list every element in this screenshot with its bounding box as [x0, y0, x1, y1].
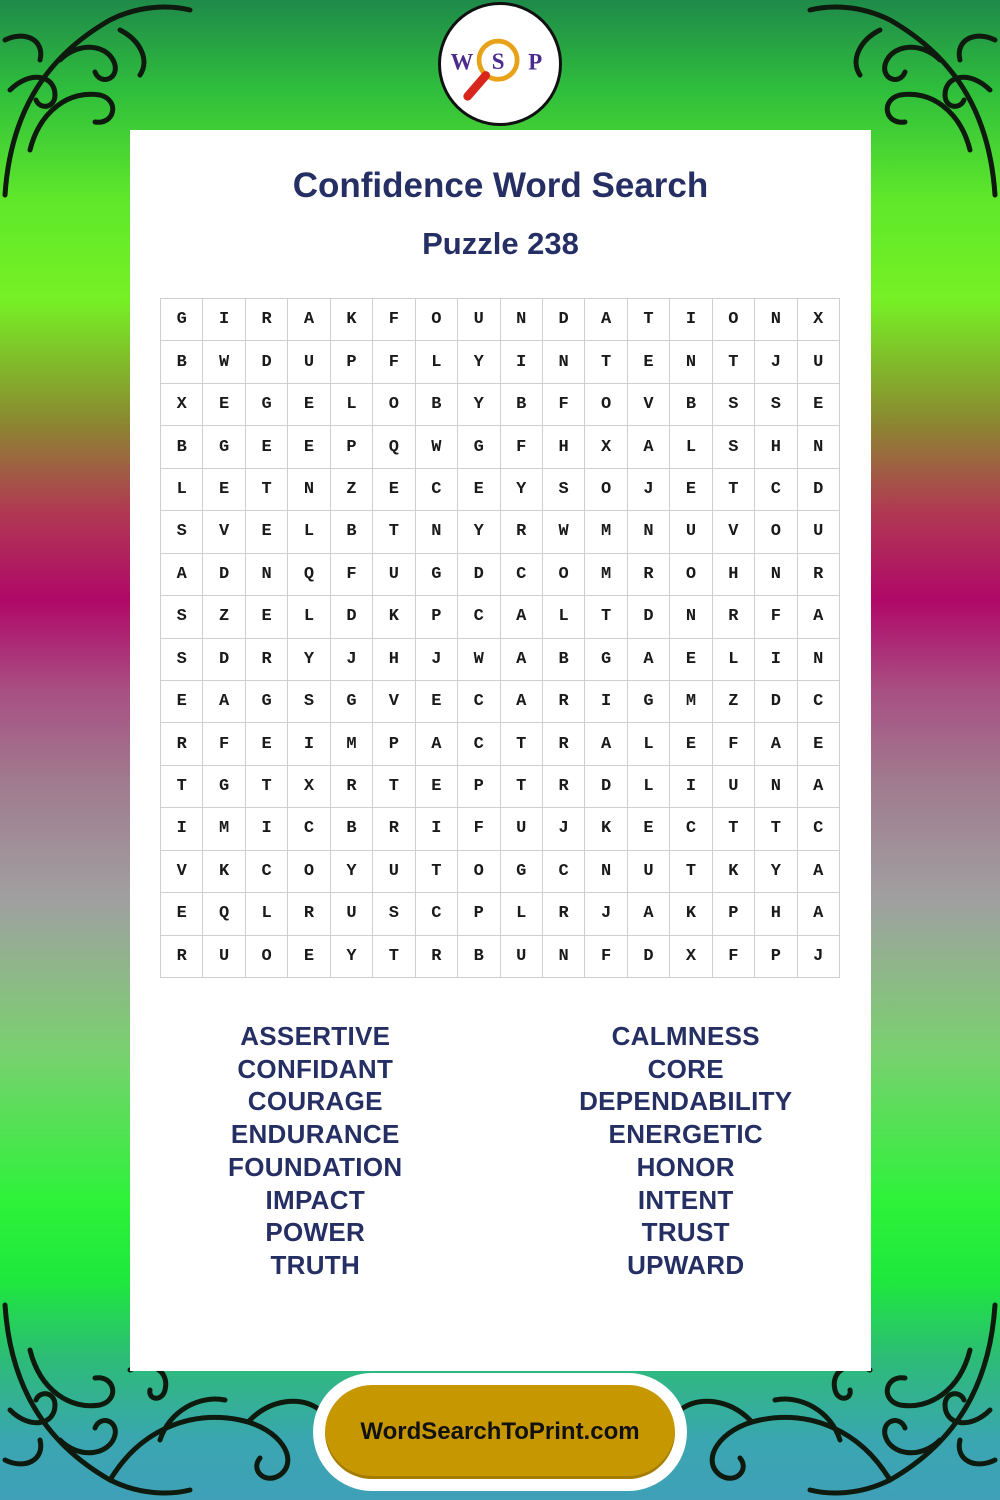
- grid-cell[interactable]: D: [543, 299, 585, 341]
- grid-cell[interactable]: O: [585, 469, 627, 511]
- grid-cell[interactable]: P: [755, 936, 797, 978]
- grid-cell[interactable]: H: [755, 426, 797, 468]
- grid-cell[interactable]: E: [161, 681, 203, 723]
- grid-cell[interactable]: P: [331, 426, 373, 468]
- grid-cell[interactable]: R: [161, 936, 203, 978]
- word-list-item: CALMNESS: [611, 1021, 760, 1051]
- grid-cell[interactable]: R: [416, 936, 458, 978]
- grid-cell[interactable]: O: [416, 299, 458, 341]
- grid-cell[interactable]: I: [755, 639, 797, 681]
- grid-cell[interactable]: Y: [458, 341, 500, 383]
- grid-cell[interactable]: G: [458, 426, 500, 468]
- grid-cell[interactable]: N: [628, 511, 670, 553]
- grid-cell[interactable]: U: [458, 299, 500, 341]
- grid-cell[interactable]: E: [628, 341, 670, 383]
- grid-cell[interactable]: B: [670, 384, 712, 426]
- grid-cell[interactable]: A: [288, 299, 330, 341]
- grid-cell[interactable]: S: [713, 426, 755, 468]
- grid-cell[interactable]: G: [585, 639, 627, 681]
- grid-cell[interactable]: B: [331, 511, 373, 553]
- grid-cell[interactable]: C: [670, 808, 712, 850]
- word-list-item: CONFIDANT: [237, 1053, 394, 1084]
- grid-cell[interactable]: M: [203, 808, 245, 850]
- grid-cell[interactable]: B: [458, 936, 500, 978]
- grid-cell[interactable]: T: [713, 469, 755, 511]
- grid-cell[interactable]: E: [373, 469, 415, 511]
- grid-cell[interactable]: T: [585, 596, 627, 638]
- grid-cell[interactable]: A: [501, 596, 543, 638]
- grid-cell[interactable]: L: [246, 893, 288, 935]
- grid-cell[interactable]: Y: [501, 469, 543, 511]
- grid-cell[interactable]: F: [203, 723, 245, 765]
- grid-cell[interactable]: D: [585, 766, 627, 808]
- grid-cell[interactable]: L: [501, 893, 543, 935]
- grid-cell[interactable]: T: [373, 936, 415, 978]
- grid-cell[interactable]: T: [670, 851, 712, 893]
- grid-cell[interactable]: C: [288, 808, 330, 850]
- grid-cell[interactable]: R: [543, 681, 585, 723]
- grid-cell[interactable]: L: [543, 596, 585, 638]
- grid-cell[interactable]: F: [713, 936, 755, 978]
- grid-cell[interactable]: T: [246, 766, 288, 808]
- grid-cell[interactable]: F: [755, 596, 797, 638]
- puzzle-number: Puzzle 238: [422, 226, 579, 261]
- grid-cell[interactable]: T: [373, 511, 415, 553]
- grid-cell[interactable]: F: [501, 426, 543, 468]
- grid-cell[interactable]: V: [373, 681, 415, 723]
- grid-cell[interactable]: F: [458, 808, 500, 850]
- grid-cell[interactable]: A: [501, 639, 543, 681]
- grid-cell[interactable]: E: [246, 426, 288, 468]
- grid-cell[interactable]: E: [798, 723, 840, 765]
- grid-cell[interactable]: R: [543, 893, 585, 935]
- grid-cell[interactable]: Q: [288, 554, 330, 596]
- grid-cell[interactable]: O: [755, 511, 797, 553]
- grid-cell[interactable]: L: [713, 639, 755, 681]
- grid-cell[interactable]: S: [373, 893, 415, 935]
- grid-cell[interactable]: J: [416, 639, 458, 681]
- grid-cell[interactable]: P: [416, 596, 458, 638]
- grid-cell[interactable]: A: [416, 723, 458, 765]
- grid-cell[interactable]: L: [628, 723, 670, 765]
- grid-cell[interactable]: I: [670, 299, 712, 341]
- grid-cell[interactable]: Y: [331, 851, 373, 893]
- grid-cell[interactable]: X: [288, 766, 330, 808]
- grid-cell[interactable]: N: [798, 426, 840, 468]
- grid-cell[interactable]: N: [501, 299, 543, 341]
- grid-cell[interactable]: Y: [755, 851, 797, 893]
- word-list-item: TRUTH: [270, 1249, 361, 1280]
- grid-cell[interactable]: G: [416, 554, 458, 596]
- word-list-left-column: [130, 1020, 501, 1282]
- grid-cell[interactable]: H: [543, 426, 585, 468]
- grid-cell[interactable]: F: [373, 299, 415, 341]
- footer-pill: [313, 1373, 687, 1491]
- grid-cell[interactable]: E: [670, 639, 712, 681]
- grid-cell[interactable]: O: [288, 851, 330, 893]
- grid-cell[interactable]: E: [246, 596, 288, 638]
- grid-cell[interactable]: L: [628, 766, 670, 808]
- puzzle-card: [130, 130, 871, 1371]
- grid-cell[interactable]: I: [416, 808, 458, 850]
- grid-cell[interactable]: G: [246, 384, 288, 426]
- grid-cell[interactable]: C: [416, 893, 458, 935]
- grid-cell[interactable]: U: [628, 851, 670, 893]
- grid-cell[interactable]: S: [161, 511, 203, 553]
- grid-cell[interactable]: E: [246, 723, 288, 765]
- grid-cell[interactable]: C: [416, 469, 458, 511]
- grid-cell[interactable]: V: [203, 511, 245, 553]
- grid-cell[interactable]: R: [331, 766, 373, 808]
- grid-cell[interactable]: E: [203, 469, 245, 511]
- grid-cell[interactable]: R: [373, 808, 415, 850]
- grid-cell[interactable]: R: [628, 554, 670, 596]
- grid-cell[interactable]: K: [373, 596, 415, 638]
- grid-cell[interactable]: I: [670, 766, 712, 808]
- grid-cell[interactable]: N: [755, 766, 797, 808]
- grid-cell[interactable]: S: [161, 596, 203, 638]
- grid-cell[interactable]: D: [628, 596, 670, 638]
- grid-cell[interactable]: E: [288, 384, 330, 426]
- grid-cell[interactable]: T: [713, 341, 755, 383]
- grid-cell[interactable]: X: [161, 384, 203, 426]
- grid-cell[interactable]: T: [755, 808, 797, 850]
- website-link-button[interactable]: WordSearchToPrint.com: [325, 1385, 675, 1479]
- grid-cell[interactable]: K: [713, 851, 755, 893]
- grid-cell[interactable]: E: [670, 723, 712, 765]
- grid-cell[interactable]: P: [373, 723, 415, 765]
- grid-cell[interactable]: B: [543, 639, 585, 681]
- grid-cell[interactable]: V: [628, 384, 670, 426]
- grid-cell[interactable]: M: [585, 511, 627, 553]
- word-list-item: COURAGE: [247, 1086, 383, 1117]
- grid-cell[interactable]: E: [203, 384, 245, 426]
- grid-cell[interactable]: N: [798, 639, 840, 681]
- grid-cell[interactable]: U: [798, 511, 840, 553]
- grid-cell[interactable]: C: [755, 469, 797, 511]
- grid-cell[interactable]: E: [458, 469, 500, 511]
- grid-cell[interactable]: N: [585, 851, 627, 893]
- grid-cell[interactable]: Q: [203, 893, 245, 935]
- grid-cell[interactable]: C: [543, 851, 585, 893]
- grid-cell[interactable]: T: [501, 723, 543, 765]
- grid-cell[interactable]: P: [713, 893, 755, 935]
- grid-cell[interactable]: D: [798, 469, 840, 511]
- grid-cell[interactable]: S: [755, 384, 797, 426]
- grid-cell[interactable]: H: [755, 893, 797, 935]
- grid-cell[interactable]: S: [288, 681, 330, 723]
- grid-cell[interactable]: O: [670, 554, 712, 596]
- grid-cell[interactable]: J: [755, 341, 797, 383]
- grid-cell[interactable]: A: [203, 681, 245, 723]
- grid-cell[interactable]: C: [458, 723, 500, 765]
- grid-cell[interactable]: T: [373, 766, 415, 808]
- grid-cell[interactable]: X: [670, 936, 712, 978]
- word-list-item: ENERGETIC: [608, 1119, 763, 1150]
- grid-cell[interactable]: A: [501, 681, 543, 723]
- grid-cell[interactable]: H: [373, 639, 415, 681]
- grid-cell[interactable]: N: [543, 936, 585, 978]
- grid-cell[interactable]: N: [416, 511, 458, 553]
- grid-cell[interactable]: R: [246, 639, 288, 681]
- grid-cell[interactable]: A: [585, 723, 627, 765]
- grid-cell[interactable]: E: [246, 511, 288, 553]
- grid-cell[interactable]: Y: [331, 936, 373, 978]
- grid-cell[interactable]: B: [416, 384, 458, 426]
- grid-cell[interactable]: W: [416, 426, 458, 468]
- grid-cell[interactable]: S: [543, 469, 585, 511]
- grid-cell[interactable]: I: [288, 723, 330, 765]
- grid-cell[interactable]: F: [331, 554, 373, 596]
- grid-cell[interactable]: J: [331, 639, 373, 681]
- wsp-logo[interactable]: [438, 2, 562, 126]
- grid-cell[interactable]: C: [458, 681, 500, 723]
- grid-cell[interactable]: B: [501, 384, 543, 426]
- grid-cell[interactable]: Z: [203, 596, 245, 638]
- grid-cell[interactable]: J: [585, 893, 627, 935]
- grid-cell[interactable]: P: [458, 766, 500, 808]
- logo-letter-s: S: [491, 48, 505, 74]
- grid-cell[interactable]: S: [161, 639, 203, 681]
- grid-cell[interactable]: E: [288, 426, 330, 468]
- grid-cell[interactable]: Z: [331, 469, 373, 511]
- grid-cell[interactable]: P: [331, 341, 373, 383]
- grid-cell[interactable]: T: [713, 808, 755, 850]
- word-list-right-column: [501, 1020, 872, 1282]
- grid-cell[interactable]: F: [373, 341, 415, 383]
- grid-cell[interactable]: A: [798, 766, 840, 808]
- grid-cell[interactable]: B: [331, 808, 373, 850]
- word-list-item: DEPENDABILITY: [579, 1086, 793, 1117]
- grid-cell[interactable]: D: [203, 554, 245, 596]
- grid-cell[interactable]: A: [755, 723, 797, 765]
- grid-cell[interactable]: U: [670, 511, 712, 553]
- grid-cell[interactable]: A: [585, 299, 627, 341]
- grid-cell[interactable]: L: [288, 596, 330, 638]
- grid-cell[interactable]: F: [543, 384, 585, 426]
- grid-cell[interactable]: G: [628, 681, 670, 723]
- grid-cell[interactable]: B: [161, 341, 203, 383]
- word-list-item: POWER: [265, 1217, 366, 1248]
- grid-cell[interactable]: I: [585, 681, 627, 723]
- grid-cell[interactable]: M: [585, 554, 627, 596]
- grid-cell[interactable]: L: [416, 341, 458, 383]
- grid-cell[interactable]: T: [501, 766, 543, 808]
- grid-cell[interactable]: L: [288, 511, 330, 553]
- grid-cell[interactable]: A: [798, 851, 840, 893]
- grid-cell[interactable]: B: [161, 426, 203, 468]
- grid-cell[interactable]: W: [543, 511, 585, 553]
- grid-cell[interactable]: N: [246, 554, 288, 596]
- grid-cell[interactable]: C: [798, 808, 840, 850]
- grid-cell[interactable]: R: [161, 723, 203, 765]
- grid-cell[interactable]: N: [670, 596, 712, 638]
- grid-cell[interactable]: G: [246, 681, 288, 723]
- grid-cell[interactable]: O: [713, 299, 755, 341]
- grid-cell[interactable]: U: [331, 893, 373, 935]
- grid-cell[interactable]: C: [501, 554, 543, 596]
- grid-cell[interactable]: U: [203, 936, 245, 978]
- word-list-item: FOUNDATION: [228, 1151, 403, 1182]
- grid-cell[interactable]: G: [203, 766, 245, 808]
- grid-cell[interactable]: W: [458, 639, 500, 681]
- word-list-item: IMPACT: [265, 1184, 366, 1215]
- grid-cell[interactable]: X: [798, 299, 840, 341]
- grid-cell[interactable]: A: [798, 596, 840, 638]
- grid-cell[interactable]: E: [628, 808, 670, 850]
- grid-cell[interactable]: P: [458, 893, 500, 935]
- grid-cell[interactable]: S: [713, 384, 755, 426]
- grid-cell[interactable]: T: [161, 766, 203, 808]
- grid-cell[interactable]: K: [331, 299, 373, 341]
- logo-letter-p: P: [528, 49, 543, 75]
- grid-cell[interactable]: K: [203, 851, 245, 893]
- grid-cell[interactable]: L: [331, 384, 373, 426]
- letter-grid: [160, 298, 840, 978]
- grid-cell[interactable]: G: [331, 681, 373, 723]
- grid-cell[interactable]: N: [543, 341, 585, 383]
- grid-cell[interactable]: Z: [713, 681, 755, 723]
- grid-cell[interactable]: E: [416, 766, 458, 808]
- grid-cell[interactable]: Y: [458, 511, 500, 553]
- grid-cell[interactable]: N: [670, 341, 712, 383]
- grid-cell[interactable]: T: [246, 469, 288, 511]
- grid-cell[interactable]: I: [501, 341, 543, 383]
- grid-cell[interactable]: F: [713, 723, 755, 765]
- grid-cell[interactable]: O: [246, 936, 288, 978]
- grid-cell[interactable]: R: [288, 893, 330, 935]
- grid-cell[interactable]: D: [628, 936, 670, 978]
- grid-cell[interactable]: F: [585, 936, 627, 978]
- grid-cell[interactable]: U: [798, 341, 840, 383]
- grid-cell[interactable]: A: [798, 893, 840, 935]
- word-list-item: ENDURANCE: [230, 1119, 400, 1150]
- grid-cell[interactable]: I: [203, 299, 245, 341]
- grid-cell[interactable]: E: [670, 469, 712, 511]
- grid-cell[interactable]: K: [585, 808, 627, 850]
- word-list-item: UPWARD: [627, 1249, 745, 1280]
- grid-cell[interactable]: L: [670, 426, 712, 468]
- grid-cell[interactable]: O: [458, 851, 500, 893]
- word-list-item: CORE: [647, 1053, 724, 1084]
- grid-cell[interactable]: C: [798, 681, 840, 723]
- grid-cell[interactable]: D: [331, 596, 373, 638]
- grid-cell[interactable]: C: [458, 596, 500, 638]
- grid-cell[interactable]: W: [203, 341, 245, 383]
- word-list-item: TRUST: [641, 1217, 730, 1248]
- grid-cell[interactable]: A: [161, 554, 203, 596]
- grid-cell[interactable]: H: [713, 554, 755, 596]
- grid-cell[interactable]: A: [628, 639, 670, 681]
- grid-cell[interactable]: I: [246, 808, 288, 850]
- grid-cell[interactable]: Y: [458, 384, 500, 426]
- grid-cell[interactable]: D: [246, 341, 288, 383]
- grid-cell[interactable]: U: [501, 936, 543, 978]
- grid-cell[interactable]: E: [798, 384, 840, 426]
- grid-cell[interactable]: O: [543, 554, 585, 596]
- grid-cell[interactable]: A: [628, 893, 670, 935]
- grid-cell[interactable]: E: [288, 936, 330, 978]
- grid-cell[interactable]: E: [416, 681, 458, 723]
- grid-cell[interactable]: M: [670, 681, 712, 723]
- word-list-item: ASSERTIVE: [240, 1021, 391, 1051]
- grid-cell[interactable]: R: [713, 596, 755, 638]
- page-title: Confidence Word Search: [292, 166, 709, 205]
- grid-cell[interactable]: X: [585, 426, 627, 468]
- word-list-item: HONOR: [636, 1151, 735, 1182]
- grid-cell[interactable]: U: [288, 341, 330, 383]
- grid-cell[interactable]: I: [161, 808, 203, 850]
- grid-cell[interactable]: N: [755, 554, 797, 596]
- grid-cell[interactable]: T: [416, 851, 458, 893]
- grid-cell[interactable]: U: [373, 851, 415, 893]
- grid-cell[interactable]: R: [798, 554, 840, 596]
- grid-cell[interactable]: G: [501, 851, 543, 893]
- word-list: [130, 1020, 871, 1282]
- grid-cell[interactable]: R: [246, 299, 288, 341]
- grid-cell[interactable]: D: [755, 681, 797, 723]
- grid-cell[interactable]: U: [501, 808, 543, 850]
- grid-cell[interactable]: N: [288, 469, 330, 511]
- grid-cell[interactable]: Y: [288, 639, 330, 681]
- grid-cell[interactable]: R: [543, 766, 585, 808]
- grid-cell[interactable]: M: [331, 723, 373, 765]
- grid-cell[interactable]: R: [543, 723, 585, 765]
- grid-cell[interactable]: V: [161, 851, 203, 893]
- grid-cell[interactable]: J: [798, 936, 840, 978]
- grid-cell[interactable]: K: [670, 893, 712, 935]
- word-list-item: INTENT: [637, 1184, 734, 1215]
- grid-cell[interactable]: N: [755, 299, 797, 341]
- grid-cell[interactable]: L: [161, 469, 203, 511]
- grid-cell[interactable]: D: [203, 639, 245, 681]
- grid-cell[interactable]: T: [628, 299, 670, 341]
- grid-cell[interactable]: A: [628, 426, 670, 468]
- grid-cell[interactable]: T: [585, 341, 627, 383]
- grid-cell[interactable]: Q: [373, 426, 415, 468]
- grid-cell[interactable]: U: [373, 554, 415, 596]
- grid-cell[interactable]: U: [713, 766, 755, 808]
- grid-cell[interactable]: C: [246, 851, 288, 893]
- grid-cell[interactable]: V: [713, 511, 755, 553]
- grid-cell[interactable]: O: [585, 384, 627, 426]
- grid-cell[interactable]: J: [543, 808, 585, 850]
- grid-cell[interactable]: J: [628, 469, 670, 511]
- grid-cell[interactable]: E: [161, 893, 203, 935]
- grid-cell[interactable]: G: [161, 299, 203, 341]
- grid-cell[interactable]: G: [203, 426, 245, 468]
- grid-cell[interactable]: O: [373, 384, 415, 426]
- logo-letter-w: W: [450, 49, 474, 75]
- grid-cell[interactable]: D: [458, 554, 500, 596]
- grid-cell[interactable]: R: [501, 511, 543, 553]
